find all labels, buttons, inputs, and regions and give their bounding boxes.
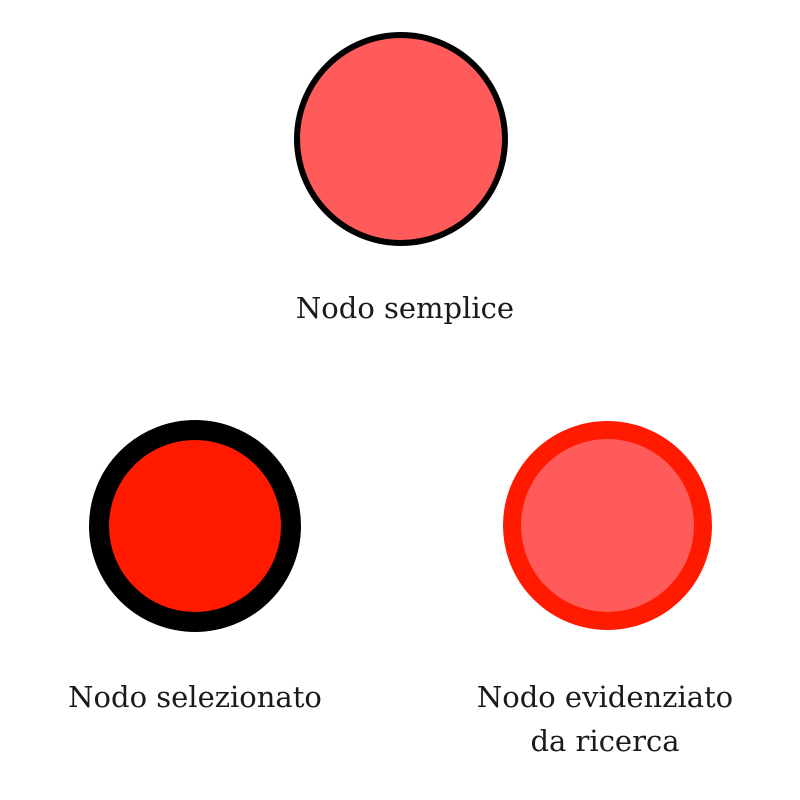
highlighted-node-label-line1: Nodo evidenziato — [476, 680, 734, 714]
highlighted-node-label-line2: da ricerca — [530, 724, 680, 758]
highlighted-node-circle — [503, 421, 712, 630]
highlighted-node-label — [420, 675, 790, 763]
selected-node-label: Nodo selezionato — [68, 680, 322, 714]
selected-node-circle — [89, 420, 301, 632]
simple-node-circle — [294, 32, 508, 246]
simple-node-label: Nodo semplice — [295, 291, 515, 325]
